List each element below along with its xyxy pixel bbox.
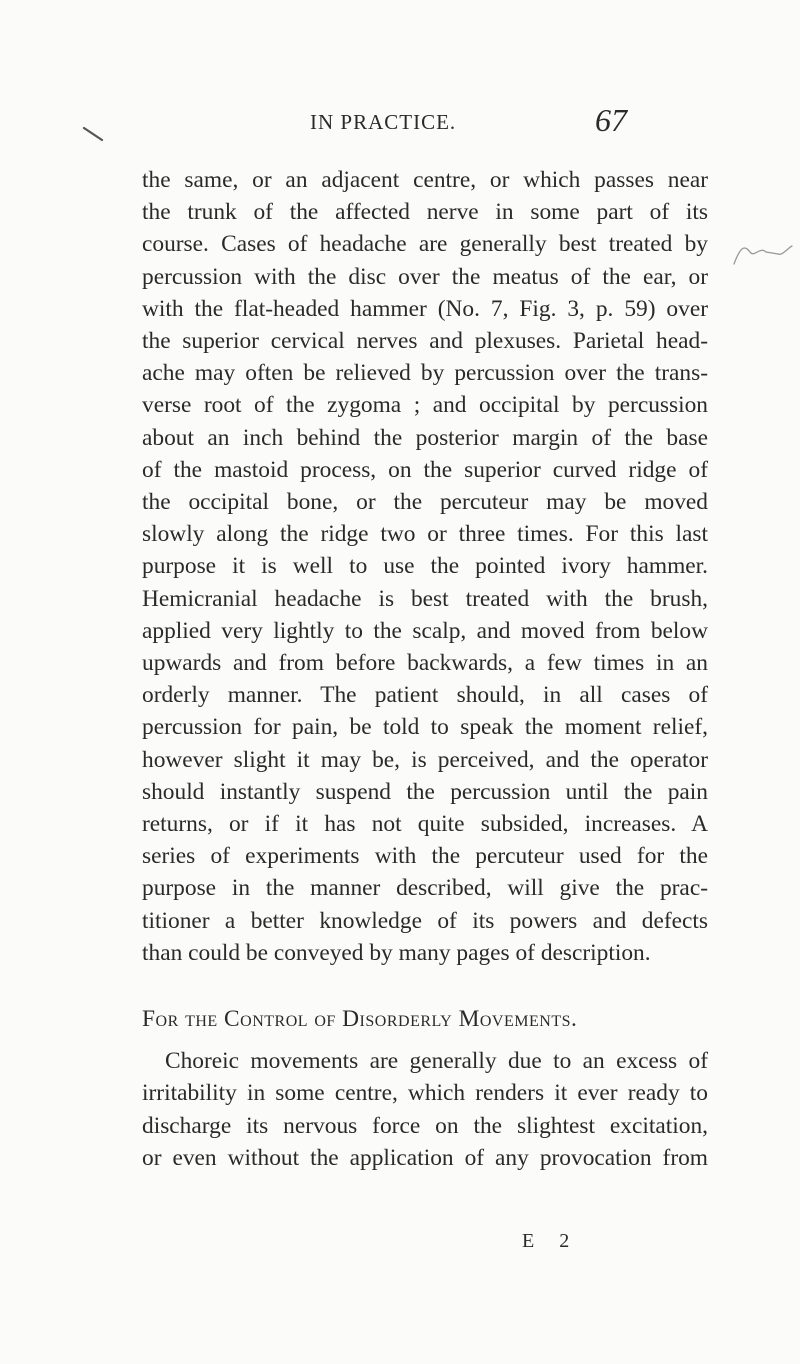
text-line: Hemicranial headache is best treated with the brush, [142, 585, 708, 612]
text-line: titioner a better knowledge of its powers and defects [142, 907, 708, 934]
text-line: slowly along the ridge two or three times. For this last [142, 521, 708, 548]
text-line: the superior cervical nerves and plexuses. Parietal head- [142, 328, 708, 355]
text-line: course. Cases of headache are generally best treated by [142, 231, 708, 258]
paragraph [142, 164, 708, 969]
text-line: returns, or if it has not quite subsided, increases. A [142, 811, 708, 838]
text-line: than could be conveyed by many pages of description. [142, 939, 651, 966]
text-line: the occipital bone, or the percuteur may be moved [142, 489, 708, 516]
text-line: of the mastoid process, on the superior curved ridge of [142, 456, 708, 483]
text-line: verse root of the zygoma ; and occipital by percussion [142, 392, 708, 419]
section-heading [142, 1003, 708, 1035]
body-text [142, 164, 708, 1174]
text-line: or even without the application of any provocation from [142, 1144, 708, 1171]
page-header [0, 102, 800, 142]
text-line: the same, or an adjacent centre, or which passes near [142, 167, 708, 193]
text-line: orderly manner. The patient should, in all cases of [142, 682, 708, 709]
text-line: with the flat-headed hammer (No. 7, Fig. 3, p. 59) over [142, 295, 708, 322]
text-line: irritability in some centre, which renders it ever ready to [142, 1080, 708, 1107]
text-line: should instantly suspend the percussion until the pain [142, 778, 708, 805]
text-line: purpose in the manner described, will give the prac- [142, 875, 708, 902]
text-line: percussion with the disc over the meatus of the ear, or [142, 263, 708, 290]
page-number: 67 [595, 102, 627, 138]
text-line: ache may often be relieved by percussion over the trans- [142, 360, 708, 387]
section-heading-text: For the Control of Disorderly Movements. [142, 1006, 578, 1033]
text-line: upwards and from before backwards, a few times in an [142, 650, 708, 677]
text-line: percussion for pain, be told to speak the moment relief, [142, 714, 708, 741]
text-line: applied very lightly to the scalp, and moved from below [142, 617, 708, 644]
pencil-mark-right [730, 238, 796, 268]
pencil-mark-left [82, 124, 112, 154]
text-line: series of experiments with the percuteur used for the [142, 843, 708, 870]
text-line: discharge its nervous force on the slightest excitation, [142, 1112, 708, 1139]
running-head: IN PRACTICE. [310, 110, 457, 134]
signature-mark: E 2 [522, 1230, 580, 1252]
text-line: however slight it may be, is perceived, and the operator [142, 746, 708, 773]
text-line: the trunk of the affected nerve in some part of its [142, 199, 708, 226]
text-line: about an inch behind the posterior margin of the base [142, 424, 708, 451]
text-line: Choreic movements are generally due to an excess of [165, 1048, 708, 1075]
text-line: purpose it is well to use the pointed ivory hammer. [142, 553, 708, 580]
paragraph [142, 1045, 708, 1174]
